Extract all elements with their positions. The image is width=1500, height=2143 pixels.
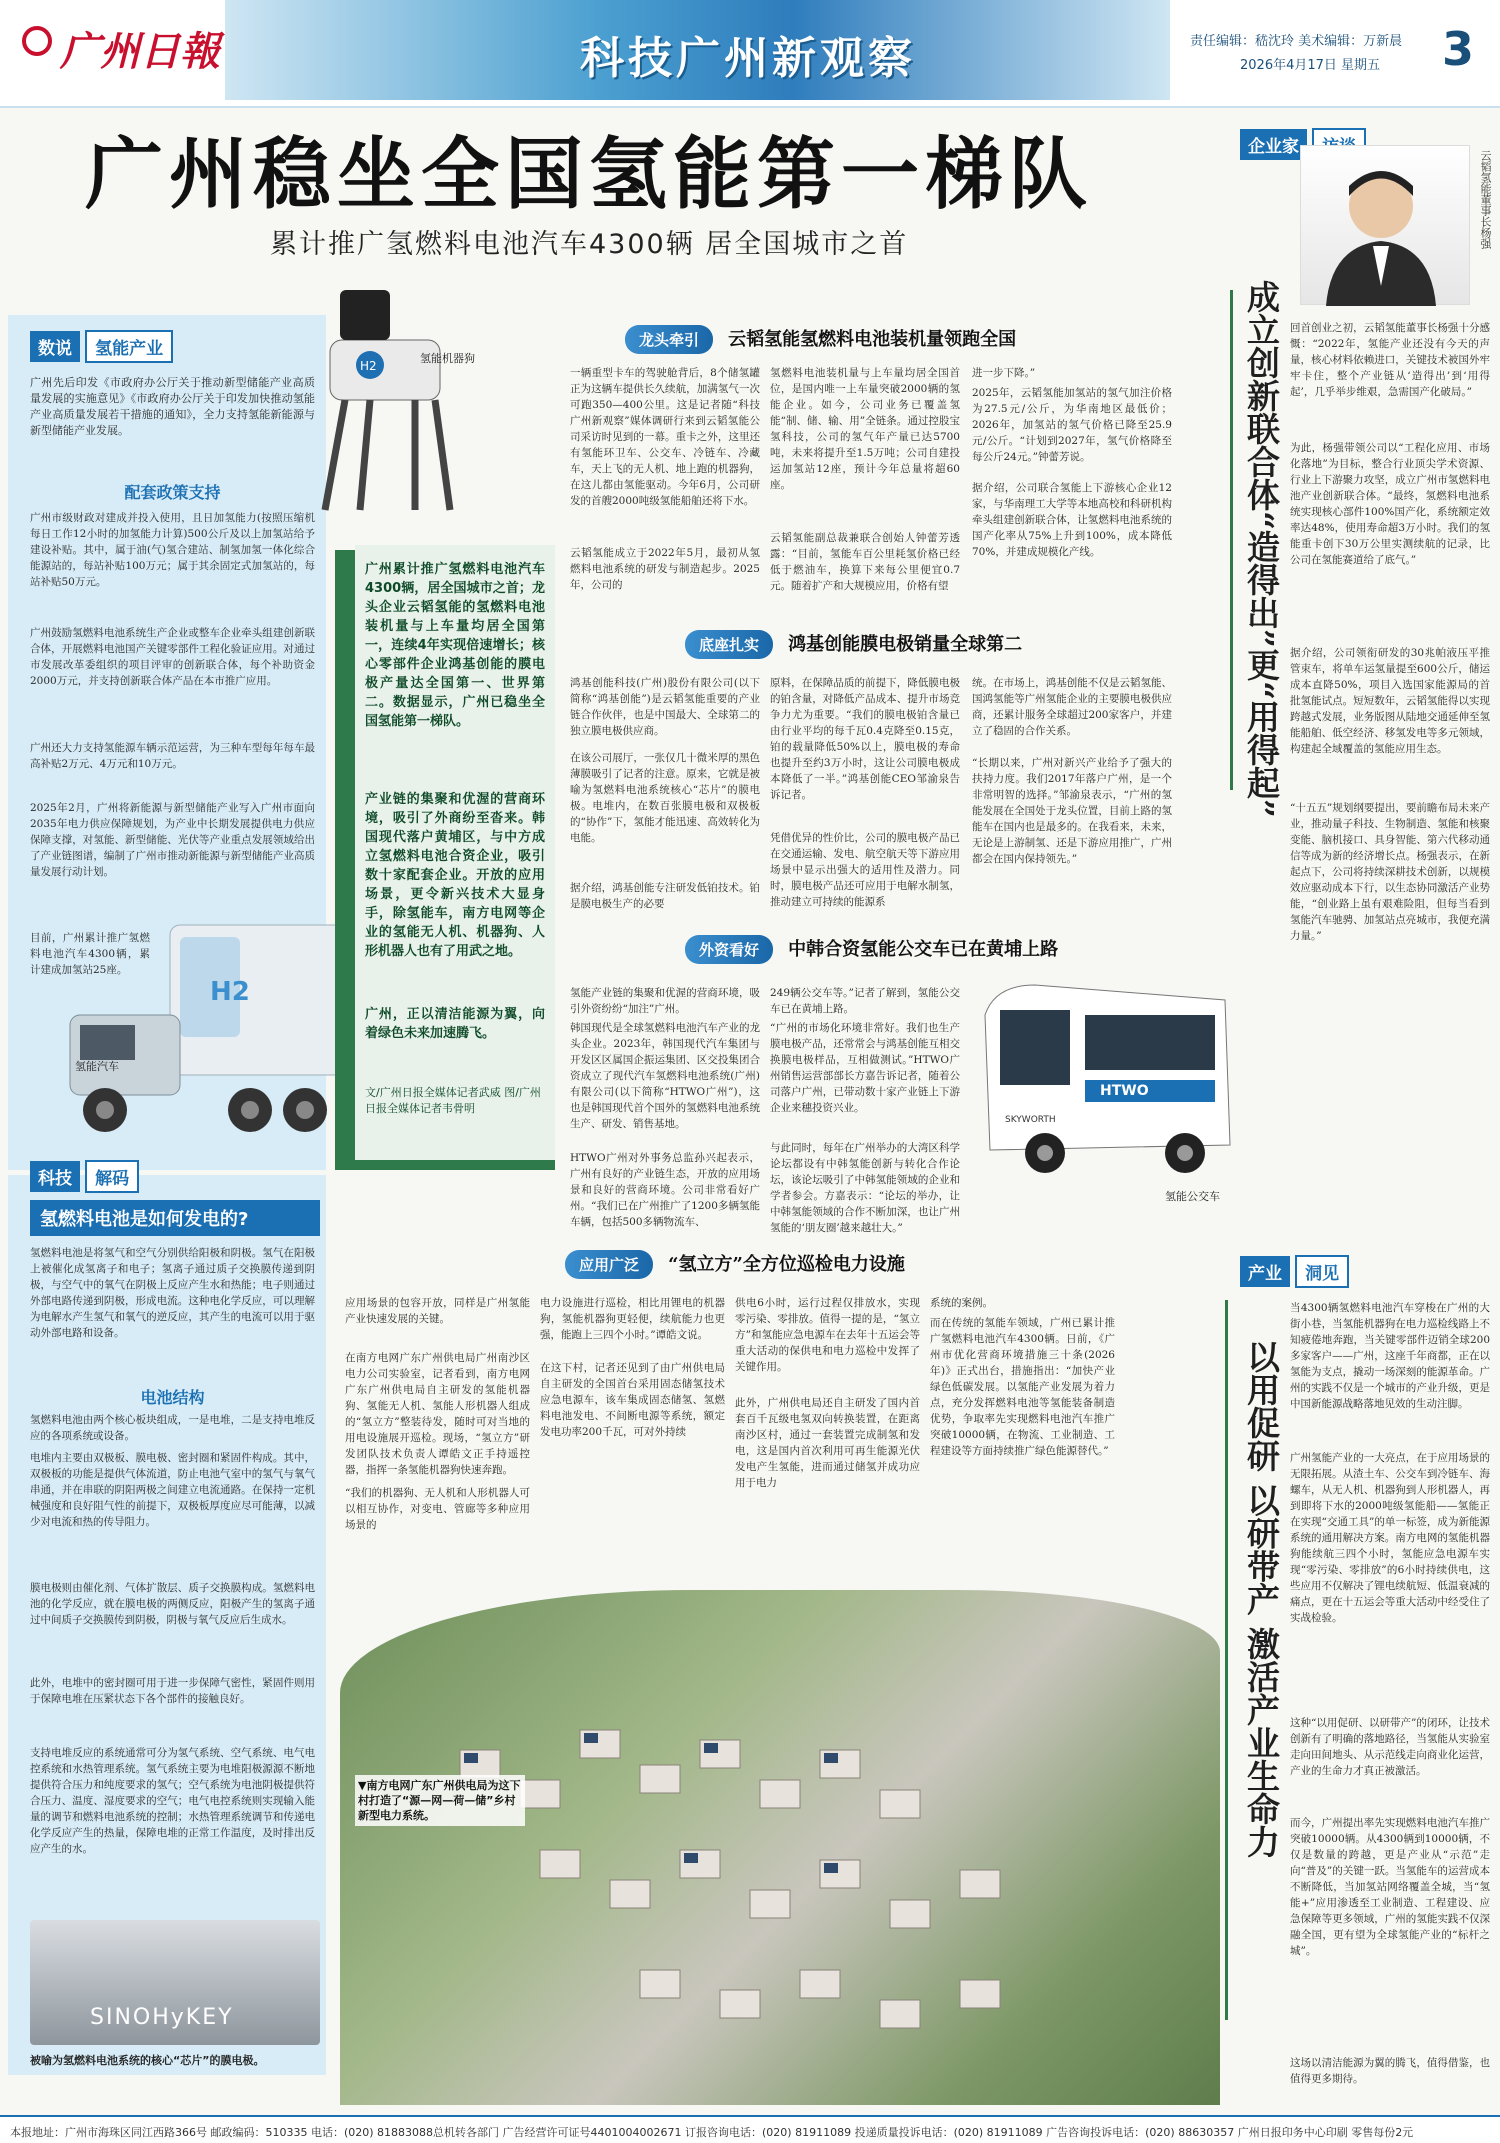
green-p2: 产业链的集聚和优渥的营商环境，吸引了外商纷至沓来。韩国现代落户黄埔区，与中方成立氢燃料电池合资企业，吸引数十家配套企业。开放的应用场景，更令新兴技术大显身手，除氢能车，南方电网等企业的氢能无人机、机器狗、人形机器人也有了用武之地。	[365, 792, 545, 959]
waizi-c2c: 与此同时，每年在广州举办的大湾区科学论坛都设有中韩氢能创新与转化合作论坛，该论坛吸引了中韩氢能领域的企业和学者参会。方嘉表示：“论坛的举办，让中韩氢能领域的合作不断加深，也让广州氢能的‘朋友圈’越来越壮大。”	[770, 1142, 960, 1234]
insight-p1: 当4300辆氢燃料电池汽车穿梭在广州的大街小巷，当氢能机器狗在电力巡检线路上不知疲倦地奔跑，当关键零部件迈销全球200多家客户——广州，这座千年商都，正在以氢能为支点，撬动一场深刻的能源革命。广州的实践不仅是一个城市的产业升级，更是中国新能源战略落地见效的生动注脚。	[1290, 1302, 1490, 1410]
yingyong-c4: 系统的案例。	[930, 1297, 993, 1309]
interview-p4: “十五五”规划纲要提出，要前瞻布局未来产业，推动量子科技、生物制造、氢能和核聚变能、脑机接口、具身智能、第六代移动通信等成为新的经济增长点。杨强表示，在新起点下，公司将持续深耕技术创新，以规模效应驱动成本下行，以生态协同激活产业势能，“创业路上虽有艰难险阻，但每当看到氢能汽车驰骋、加氢站点亮城市，我便充满力量。”	[1290, 802, 1490, 942]
portrait-caption: 云韬氢能董事长杨强	[1479, 150, 1492, 249]
yingyong-label: 应用广泛	[565, 1250, 653, 1279]
dichan-c2: 原料，在保障品质的前提下，降低膜电极的铂含量，对降低产品成本、提升市场竞争力尤为重要。“我们的膜电极铂含量已由行业平均的每千瓦0.4克降至0.15克，铂的载量降低50%以上，膜电极的寿命也提升至约3万小时，这让公司膜电极成本降低了一半。”鸿基创能CEO邹渝泉告诉记者。	[770, 677, 960, 801]
hydrogen-robot-dog-image	[300, 270, 470, 520]
yingyong-c1: 应用场景的包容开放，同样是广州氢能产业快速发展的关键。	[345, 1297, 530, 1325]
dichan-c3: 统。在市场上，鸿基创能不仅是云韬氢能、国鸿氢能等广州氢能企业的主要膜电极供应商，还累计服务全球超过200家客户，并建立了稳固的合作关系。	[972, 677, 1172, 737]
longtou-c3: 进一步下降。”	[972, 367, 1036, 379]
insight-divider	[1225, 1300, 1228, 2020]
longtou-c1: 一辆重型卡车的驾驶舱背后，8个储氢罐正为这辆车提供长久续航，加满氢气一次可跑350—400公里。这是记者随“科技广州新观察”媒体调研行来到云韬氢能公司采访时见到的一幕。重卡之外，这里还有氢能环卫车、公交车、冷链车、冷藏车，天上飞的无人机、地上跑的机器狗，在这儿都由氢能驱动。今年6月，公司研发的首艘2000吨级氢能船舶还将下水。	[570, 367, 760, 507]
longtou-head: 云韬氢能氢燃料电池装机量领跑全国	[728, 329, 1017, 350]
longtou-c3c: 据介绍，公司联合氢能上下游核心企业12家，与华南理工大学等本地高校和科研机构牵头组建创新联合体，让氢燃料电池系统的国产化率从75%上升到100%，成本降低70%，并建成规模化产线。	[972, 482, 1172, 558]
green-byline: 文/广州日报全媒体记者武威 图/广州日报全媒体记者韦骨明	[365, 1086, 541, 1115]
yingyong-c4b: 而在传统的氢能车领域，广州已累计推广氢燃料电池汽车4300辆。日前，《广州市优化营商环境措施三十条(2026年)》正式出台，措施指出：“加快产业绿色低碳发展。以氢能产业发展为着力点，充分发挥燃料电池等氢能装备制造优势，争取率先实现燃料电池汽车推广突破10000辆，在物流、工业制造、工程建设等方面持续推广绿色能源替代。”	[930, 1317, 1115, 1457]
left-intro: 广州先后印发《市政府办公厅关于推动新型储能产业高质量发展的实施意见》《市政府办公厅关于印发加快推动氢能产业高质量发展若干措施的通知》，全力支持氢能新能源与新型储能产业发展。	[30, 376, 315, 437]
interview-vertical-title: 成立创新联合体“造得出”更“用得起”	[1242, 280, 1281, 818]
newspaper-logo-icon	[22, 26, 52, 56]
section-title: 科技广州新观察	[580, 33, 916, 84]
waizi-c2: 249辆公交车等。”记者了解到，氢能公交车已在黄埔上路。	[770, 987, 960, 1015]
dichan-c2b: 凭借优异的性价比，公司的膜电极产品已在交通运输、发电、航空航天等下游应用场景中显示出强大的适用性及潜力。同时，膜电极产品还可应用于电解水制氢，推动建立可持续的能源系	[770, 832, 960, 908]
yingyong-c2b: 在这下村，记者还见到了由广州供电局自主研发的全国首台采用固态储氢技术应急电源车，该车集成固态储氢、氢燃料电池发电、不间断电源等系统，额定发电功率200千瓦，可对外持续	[540, 1362, 725, 1438]
interview-divider	[1230, 290, 1233, 790]
yingyong-label-wrap	[565, 1250, 905, 1279]
yingyong-c1c: “我们的机器狗、无人机和人形机器人可以相互协作，对变电、管廊等多种应用场景的	[345, 1487, 530, 1531]
left-p1: 广州市级财政对建成并投入使用，且日加氢能力(按照压缩机每日工作12小时的加氢能力计算)500公斤及以上加氢站给予建设补贴。其中，属于油(气)氢合建站、制氢加氢一体化综合能源站的，每站补贴100万元；属于其余固定式加氢站的，每站补贴50万元。	[30, 512, 315, 588]
insight-tags	[1240, 1255, 1349, 1288]
dichan-label-wrap	[685, 630, 1022, 659]
yingyong-head: “氢立方”全方位巡检电力设施	[668, 1254, 905, 1275]
waizi-c1: 氢能产业链的集聚和优渥的营商环境，吸引外资纷纷“加注”广州。	[570, 987, 760, 1015]
tag-insight: 洞见	[1295, 1255, 1349, 1288]
tech-tags	[30, 1160, 139, 1193]
longtou-c1b: 云韬氢能成立于2022年5月，最初从氢燃料电池系统的研发与制造起步。2025年，公司的	[570, 547, 760, 591]
yingyong-c3b: 此外，广州供电局还自主研发了国内首套百千瓦级电氢双向转换装置，在距离南沙区村，通过一套装置完成制氢和发电，这是国内首次利用可再生能源光伏发电产生氢能，进而通过储氢并成功应用于电力	[735, 1397, 920, 1489]
waizi-label: 外资看好	[685, 935, 773, 964]
truck-caption: 氢能汽车	[75, 1060, 119, 1073]
membrane-brand: SINOHyKEY	[90, 2005, 234, 2030]
sub-headline: 累计推广氢燃料电池汽车4300辆 居全国城市之首	[270, 229, 909, 260]
tag-hydrogen-industry: 氢能产业	[85, 330, 173, 363]
longtou-label: 龙头牵引	[625, 325, 713, 354]
village-aerial-image	[340, 1590, 1220, 2105]
left-tags	[30, 330, 173, 363]
left-p3: 广州还大力支持氢能源车辆示范运营，为三种车型每年每车最高补贴2万元、4万元和10万元。	[30, 742, 315, 770]
interview-p1: 回首创业之初，云韬氢能董事长杨强十分感慨：“2022年，氢能产业还没有今天的声量，核心材料依赖进口，关键技术被国外牢牢卡住，整个产业链从‘造得出’到‘用得起’，几乎举步维艰，急需国产化破局。”	[1290, 322, 1490, 398]
svg-text:H2: H2	[360, 359, 377, 373]
left-p4: 2025年2月，广州将新能源与新型储能产业写入广州市面向2035年电力供应保障规划，为产业中长期发展提供电力供应保障支撑，对氢能、新型储能、光伏等产业重点发展领域给出了产业链图谱，编制了广州市推动新能源与新型储能产业高质量发展行动计划。	[30, 802, 315, 878]
chairman-portrait	[1300, 145, 1470, 305]
insight-p5: 这场以清洁能源为翼的腾飞，值得借鉴，也值得更多期待。	[1290, 2057, 1490, 2085]
tech-p6: 支持电堆反应的系统通常可分为氢气系统、空气系统、电气电控系统和水热管理系统。氢气系统主要为电堆阳极源源不断地提供符合压力和纯度要求的氢气；空气系统为电池阴极提供符合压力、温度、湿度要求的空气；电气电控系统则实现输入能量的调节和燃料电池系统的控制；水热管理系统调节和传递电化学反应产生的热量，保障电堆的正常工作温度，及时排出反应产生的水。	[30, 1747, 315, 1855]
tech-title: 氢燃料电池是如何发电的?	[30, 1200, 320, 1236]
dichan-head: 鸿基创能膜电极销量全球第二	[788, 634, 1023, 655]
longtou-c3b: 2025年，云韬氢能加氢站的氢气加注价格为27.5元/公斤，为华南地区最低价；2026年，加氢站的氢气价格已降至25.9元/公斤。“计划到2027年，氢气价格降至每公斤24元。”钟蕾芳说。	[972, 387, 1172, 463]
structure-heading: 电池结构	[140, 1388, 205, 1407]
membrane-electrode-image	[30, 1920, 320, 2045]
bus-brand: SKYWORTH	[1005, 1115, 1056, 1125]
insight-p2: 广州氢能产业的一大亮点，在于应用场景的无限拓展。从渣土车、公交车到冷链车、海螺车，从无人机、机器狗到人形机器人，再到即将下水的2000吨级氢能船——氢能正在实现“交通工具”的单一标签，成为新能源系统的通用解决方案。南方电网的氢能机器狗能续航三四个小时，氢能应急电源车实现“零污染、零排放”的6小时持续供电，这些应用不仅解决了锂电续航短、低温衰减的痛点，更在十五运会等重大活动中经受住了实战检验。	[1290, 1452, 1490, 1624]
green-lead: 广州累计推广氢燃料电池汽车4300辆，居全国城市之首；龙头企业云韬氢能的氢燃料电池装机量与上车量均居全国第一，连续4年实现倍速增长；核心零部件企业鸿基创能的膜电极产量达全国第一、世界第二。数据显示，广州已稳坐全国氢能第一梯队。	[365, 562, 545, 729]
dichan-c1: 鸿基创能科技(广州)股份有限公司(以下简称“鸿基创能”)是云韬氢能重要的产业链合作伙伴，也是中国最大、全球第二的独立膜电极供应商。	[570, 677, 760, 737]
page-number: 3	[1442, 22, 1475, 76]
dichan-c3b: “长期以来，广州对新兴产业给予了强大的扶持力度。我们2017年落户广州，是一个非常明智的选择。”邹渝泉表示，“广州的氢能发展在全国处于龙头位置，目前上路的氢能车在国内也是最多的。在我看来，未来，无论是上游制氢、还是下游应用推广，广州都会在国内保持领先。”	[972, 757, 1172, 865]
insight-vertical-title: 以用促研 以研带产 激活产业生命力	[1242, 1340, 1281, 1858]
yingyong-c3: 供电6小时，运行过程仅排放水，实现零污染、零排放。值得一提的是，“氢立方”和氢能应急电源车在去年十五运会等重大活动的保供电和电力巡检中发挥了关键作用。	[735, 1297, 920, 1373]
yingyong-c2: 电力设施进行巡检，相比用锂电的机器狗，氢能机器狗更轻便，续航能力也更强，能跑上三四个小时。”谭皓文说。	[540, 1297, 725, 1341]
dichan-c1b: 在该公司展厅，一张仅几十微米厚的黑色薄膜吸引了记者的注意。原来，它就是被喻为氢燃料电池系统核心“芯片”的膜电极。电堆内，在数百张膜电极和双极板的“协作”下，氢能才能迅速、高效转化为电能。	[570, 752, 760, 844]
village-caption: ▼南方电网广东广州供电局为这下村打造了“源—网—荷—储”乡村新型电力系统。	[355, 1775, 525, 1826]
tag-industry: 产业	[1240, 1256, 1290, 1287]
longtou-c2b: 云韬氢能副总裁兼联合创始人钟蕾芳透露：“目前，氢能车百公里耗氢价格已经低于燃油车，换算下来每公里便宜0.7元。随着扩产和大规模应用，价格有望	[770, 532, 960, 592]
waizi-c2b: “广州的市场化环境非常好。我们也生产膜电极产品，还常常会与鸿基创能互相交换膜电极样品，互相做测试。”HTWO广州销售运营部部长方嘉告诉记者，随着公司落户广州，已带动数十家产业链上下游企业来穗投资兴业。	[770, 1022, 960, 1114]
tech-p5: 此外，电堆中的密封圈可用于进一步保障气密性，紧固件则用于保障电堆在压紧状态下各个部件的接触良好。	[30, 1677, 315, 1705]
bus-model: HTWO	[1100, 1083, 1149, 1099]
robot-dog-caption: 氢能机器狗	[420, 352, 475, 365]
waizi-label-wrap	[685, 935, 1058, 964]
policy-heading: 配套政策支持	[124, 483, 221, 502]
longtou-label-wrap	[625, 325, 1016, 354]
hydrogen-bus-image	[975, 975, 1240, 1185]
interview-p2: 为此，杨强带领公司以“工程化应用、市场化落地”为目标，整合行业顶尖学术资源、行业上下游聚力攻坚，成立广州市氢燃料电池产业创新联合体。“最终，氢燃料电池系统实现核心部件100%国产化，系统额定效率达48%，使用寿命超3万小时。我们的氢能重卡创下30万公里实测续航的记录，比公司在氢能赛道给了底气。”	[1290, 442, 1490, 566]
svg-text:H2: H2	[210, 977, 250, 1007]
dichan-label: 底座扎实	[685, 630, 773, 659]
tech-p3: 电堆内主要由双极板、膜电极、密封圈和紧固件构成。其中，双极板的功能是提供气体流道，防止电池气室中的氢气与氧气串通，并在串联的阴阳两极之间建立电流通路。在保持一定机械强度和良好阻气性的前提下，双极板厚度应尽可能薄，以减少对电流和热的传导阻力。	[30, 1452, 315, 1528]
yingyong-c1b: 在南方电网广东广州供电局广州南沙区电力公司实验室，记者看到，南方电网广东广州供电局自主研发的氢能机器狗、氢能无人机、氢能人形机器人组成的“氢立方”整装待发，随时可对当地的用电设施展开巡检。现场，“氢立方”研发团队技术负责人谭皓文正手持遥控器，指挥一条氢能机器狗快速奔跑。	[345, 1352, 530, 1476]
insight-p3: 这种“以用促研、以研带产”的闭环，让技术创新有了明确的落地路径，当氢能从实验室走向田间地头、从示范线走向商业化运营，产业的生命力才真正被激活。	[1290, 1717, 1490, 1777]
tech-p1: 氢燃料电池是将氢气和空气分别供给阳极和阴极。氢气在阳极上被催化成氢离子和电子；氢离子通过质子交换膜传递到阴极，与空气中的氧气在阴极上反应产生水和热能；电子则通过外部电路传递到阴极，形成电流。这种电化学反应，可以理解为电解水产生氢气和氧气的逆反应，其产生的电流可以用于驱动外部电路和设备。	[30, 1247, 315, 1339]
waizi-c1c: HTWO广州对外事务总监孙兴起表示，广州有良好的产业链生态，开放的应用场景和良好的营商环境。公司非常看好广州。“我们已在广州推广了1200多辆氢能车辆，包括500多辆物流车、	[570, 1152, 760, 1228]
tag-entrepreneur: 企业家	[1240, 129, 1307, 160]
tag-tech: 科技	[30, 1161, 80, 1192]
green-p3: 广州，正以清洁能源为翼，向着绿色未来加速腾飞。	[365, 1007, 545, 1041]
editor-credits: 责任编辑：嵇沈玲 美术编辑：万新晨	[1190, 34, 1403, 49]
main-headline: 广州稳坐全国氢能第一梯队	[85, 129, 1094, 220]
tech-p4: 膜电极则由催化剂、气体扩散层、质子交换膜构成。氢燃料电池的化学反应，就在膜电极的两侧反应，阳极产生的氢离子通过中间质子交换膜传到阴极，阴极与氧气反应后生成水。	[30, 1582, 315, 1626]
waizi-head: 中韩合资氢能公交车已在黄埔上路	[788, 939, 1059, 960]
waizi-c1b: 韩国现代是全球氢燃料电池汽车产业的龙头企业。2023年，韩国现代汽车集团与开发区区属国企振运集团、区交投集团合资成立了现代汽车氢燃料电池系统(广州)有限公司(以下简称“HTWO广州”)，这也是韩国现代首个国外的氢燃料电池系统生产、研发、销售基地。	[570, 1022, 760, 1130]
issue-date: 2026年4月17日 星期五	[1240, 58, 1381, 73]
left-p2: 广州鼓励氢燃料电池系统生产企业或整车企业牵头组建创新联合体，开展燃料电池国产关键零部件工程化验证应用。对通过市发展改革委组织的项目评审的创新联合体，每个补助资金2000万元，并支持创新联合体产品在本市推广应用。	[30, 627, 315, 687]
longtou-c2: 氢燃料电池装机量与上车量均居全国首位，是国内唯一上车量突破2000辆的氢能企业。如今，公司业务已覆盖氢能“制、储、输、用”全链条。通过控股宝氢科技，公司的氢气年产量已达5700吨，未来将提升至1.5万吨；公司自建投运加氢站12座，预计今年总量将超60座。	[770, 367, 960, 491]
membrane-caption: 被喻为氢燃料电池系统的核心“芯片”的膜电极。	[30, 2054, 265, 2067]
footer: 本报地址：广州市海珠区同江西路366号 邮政编码：510335 电话：(020) 81883088总机转各部门 广告经营许可证号4401004002671 订报咨询电话：(020) 81911089 投递质量投诉电话：(020) 81911089 广告咨询投诉电话：(020) 88630357 广州日报印务中心印刷 零售每份2元	[0, 2115, 1500, 2143]
tech-p2: 氢燃料电池由两个核心板块组成，一是电堆，二是支持电堆反应的各项系统或设备。	[30, 1414, 315, 1442]
bus-caption: 氢能公交车	[1165, 1190, 1220, 1203]
left-p5: 目前，广州累计推广氢燃料电池汽车4300辆，累计建成加氢站25座。	[30, 932, 150, 976]
interview-p3: 据介绍，公司领衔研发的30兆帕液压平推管束车，将单车运氢量提至600公斤，储运成本直降50%，项目入选国家能源局的首批氢能试点。短短数年，云韬氢能得以实现跨越式发展，业务版图从陆地交通延伸至氢能船舶、低空经济、移氢发电等多元领域，构建起全域覆盖的氢能应用生态。	[1290, 647, 1490, 755]
insight-p4: 而今，广州提出率先实现燃料电池汽车推广突破10000辆。从4300辆到10000辆，不仅是数量的跨越，更是产业从“示范”走向“普及”的关键一跃。当氢能车的运营成本不断降低，当加氢站网络覆盖全城，当“氢能+”应用渗透至工业制造、工程建设、应急保障等更多领域，广州的氢能实践不仅深融全国，更有望为全球氢能产业的“标杆之城”。	[1290, 1817, 1490, 1957]
dichan-c1c: 据介绍，鸿基创能专注研发低铂技术。铂是膜电极生产的必要	[570, 882, 760, 910]
tag-shushuo: 数说	[30, 331, 80, 362]
tag-decode: 解码	[85, 1160, 139, 1193]
paper-name: 广州日報	[60, 28, 220, 75]
